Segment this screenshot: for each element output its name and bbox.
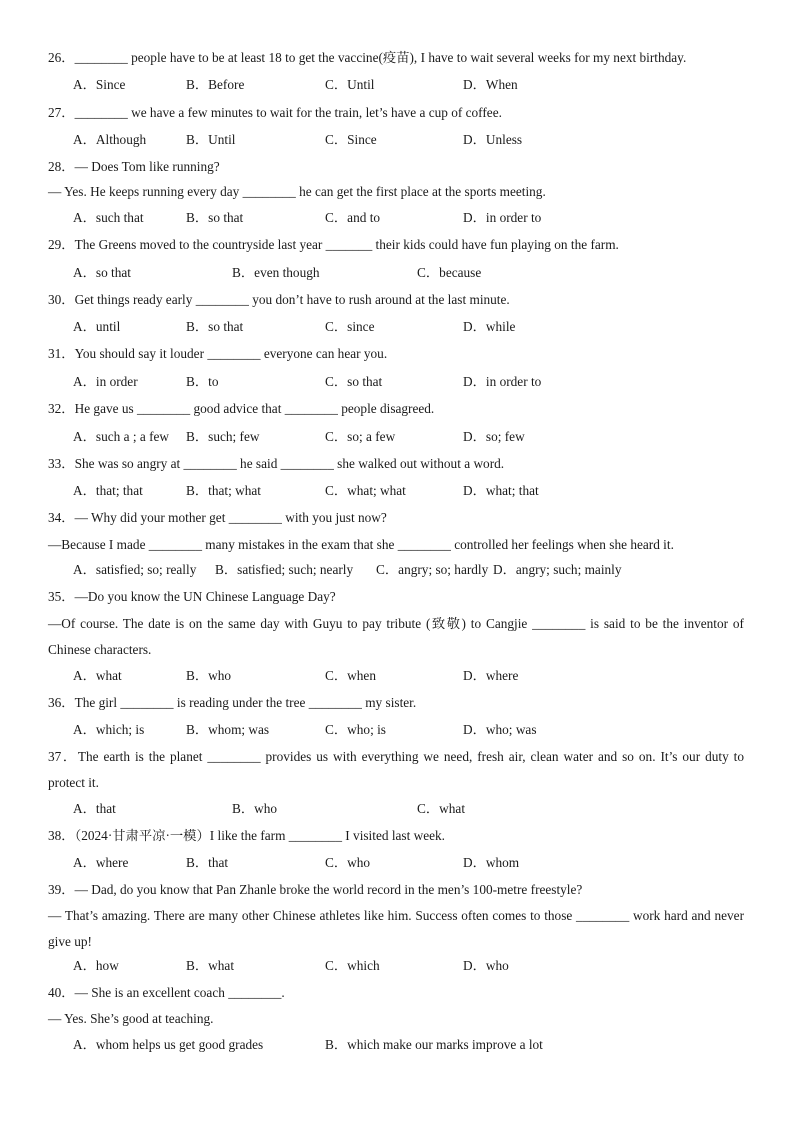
option-d[interactable]: D．Unless (463, 132, 523, 147)
option-d[interactable]: D．who; was (463, 722, 537, 737)
question-35-answer-line: —Of course. The date is on the same day with Guyu to pay tribute (致敬) to Cangjie ________ is said to be the inventor of Chinese characters. (48, 616, 744, 657)
option-d[interactable]: D．When (463, 77, 518, 92)
option-a[interactable]: A．which; is (73, 722, 145, 737)
question-32-stem: 32．He gave us ________ good advice that ________ people disagreed. (48, 401, 435, 416)
option-a[interactable]: A．where (73, 855, 129, 870)
question-40-answer-line: — Yes. She’s good at teaching. (48, 1011, 214, 1026)
option-d[interactable]: D．while (463, 319, 516, 334)
option-d[interactable]: D．angry; such; mainly (493, 562, 622, 577)
option-c[interactable]: C．so that (325, 374, 383, 389)
option-c[interactable]: C．when (325, 668, 376, 683)
option-c[interactable]: C．who; is (325, 722, 386, 737)
option-c[interactable]: C．and to (325, 210, 381, 225)
question-39-stem: 39．— Dad, do you know that Pan Zhanle broke the world record in the men’s 100-metre freestyle? (48, 882, 583, 897)
question-39-answer-line: — That’s amazing. There are many other Chinese athletes like him. Success often comes to those ________ work hard and never give up! (48, 908, 744, 949)
question-29-stem: 29．The Greens moved to the countryside last year _______ their kids could have fun playing on the farm. (48, 237, 619, 252)
option-b[interactable]: B．satisfied; such; nearly (215, 562, 354, 577)
option-c[interactable]: C．which (325, 958, 380, 973)
option-b[interactable]: B．that (186, 855, 229, 870)
option-b[interactable]: B．that; what (186, 483, 261, 498)
option-c[interactable]: C．since (325, 319, 375, 334)
question-34-stem: 34．— Why did your mother get ________ with you just now? (48, 510, 387, 525)
question-38-stem: 38．（2024·甘肃平凉·一模）I like the farm ________ I visited last week. (48, 828, 445, 843)
question-36-stem: 36．The girl ________ is reading under the tree ________ my sister. (48, 695, 417, 710)
question-28-answer-line: — Yes. He keeps running every day ________ he can get the first place at the sports meeting. (48, 184, 546, 199)
option-d[interactable]: D．where (463, 668, 519, 683)
option-a[interactable]: A．how (73, 958, 119, 973)
question-37-stem: 37．The earth is the planet ________ provides us with everything we need, fresh air, clean water and so on. It’s our duty to protect it. (48, 749, 744, 790)
option-b[interactable]: B．to (186, 374, 219, 389)
option-d[interactable]: D．who (463, 958, 509, 973)
option-c[interactable]: C．what; what (325, 483, 406, 498)
option-d[interactable]: D．in order to (463, 374, 542, 389)
question-27-stem: 27．________ we have a few minutes to wait for the train, let’s have a cup of coffee. (48, 105, 502, 120)
option-a[interactable]: A．in order (73, 374, 138, 389)
option-a[interactable]: A．whom helps us get good grades (73, 1037, 264, 1052)
option-b[interactable]: B．Until (186, 132, 236, 147)
option-a[interactable]: A．so that (73, 265, 131, 280)
option-b[interactable]: B．even though (232, 265, 320, 280)
option-c[interactable]: C．Since (325, 132, 377, 147)
option-b[interactable]: B．Before (186, 77, 245, 92)
question-28-stem: 28．— Does Tom like running? (48, 159, 220, 174)
option-b[interactable]: B．so that (186, 210, 244, 225)
option-c[interactable]: C．so; a few (325, 429, 396, 444)
question-40-stem: 40．— She is an excellent coach ________. (48, 985, 285, 1000)
option-b[interactable]: B．which make our marks improve a lot (325, 1037, 543, 1052)
option-c[interactable]: C．angry; so; hardly (376, 562, 489, 577)
option-c[interactable]: C．Until (325, 77, 375, 92)
option-d[interactable]: D．in order to (463, 210, 542, 225)
question-31-stem: 31．You should say it louder ________ everyone can hear you. (48, 346, 388, 361)
option-c[interactable]: C．because (417, 265, 482, 280)
option-d[interactable]: D．whom (463, 855, 520, 870)
option-a[interactable]: A．until (73, 319, 121, 334)
option-a[interactable]: A．that; that (73, 483, 143, 498)
option-b[interactable]: B．so that (186, 319, 244, 334)
option-c[interactable]: C．who (325, 855, 371, 870)
option-b[interactable]: B．who (232, 801, 278, 816)
question-26-stem: 26．________ people have to be at least 18 to get the vaccine(疫苗), I have to wait several weeks for my next birthday. (48, 50, 687, 65)
option-b[interactable]: B．who (186, 668, 232, 683)
question-34-answer-line: —Because I made ________ many mistakes in the exam that she ________ controlled her feelings when she heard it. (48, 537, 674, 552)
question-33-stem: 33．She was so angry at ________ he said ________ she walked out without a word. (48, 456, 505, 471)
option-a[interactable]: A．satisfied; so; really (73, 562, 197, 577)
option-b[interactable]: B．such; few (186, 429, 260, 444)
option-a[interactable]: A．that (73, 801, 116, 816)
question-35-stem: 35．—Do you know the UN Chinese Language Day? (48, 589, 336, 604)
option-b[interactable]: B．what (186, 958, 235, 973)
question-30-stem: 30．Get things ready early ________ you don’t have to rush around at the last minute. (48, 292, 510, 307)
option-c[interactable]: C．what (417, 801, 466, 816)
option-a[interactable]: A．such that (73, 210, 144, 225)
option-d[interactable]: D．so; few (463, 429, 525, 444)
option-a[interactable]: A．Since (73, 77, 126, 92)
option-a[interactable]: A．Although (73, 132, 147, 147)
option-d[interactable]: D．what; that (463, 483, 539, 498)
option-b[interactable]: B．whom; was (186, 722, 270, 737)
option-a[interactable]: A．such a ; a few (73, 429, 169, 444)
option-a[interactable]: A．what (73, 668, 122, 683)
